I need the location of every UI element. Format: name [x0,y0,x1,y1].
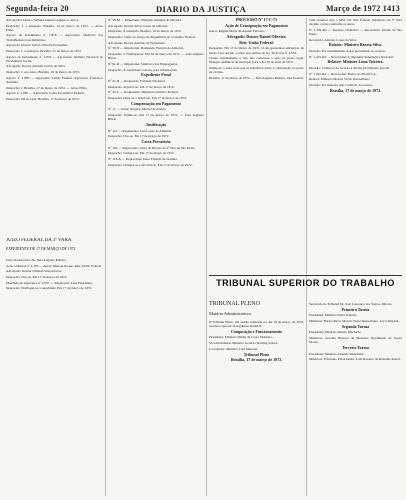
paragraph: Despacho: J. a autuação. Brasília, 15 de março de 1972. [6,48,82,53]
paragraph: Terceira Turma [342,344,369,350]
column-1 [6,18,103,236]
paragraph: Advogado: Doutor Silvio Cézar de Oliveira. [108,23,169,28]
column-divider [105,18,106,496]
paragraph: Presidente: Ministro Thélio da Costa Monteiro. [209,335,274,340]
paragraph: Despacho: J. a autuação. Brasília, 14 de março de 1972. — Alves Filho. [6,23,103,32]
header-rule [6,15,400,16]
paragraph: Intime-se o autor para que se manifeste sobre a contestação no prazo de 10 dias. [209,66,304,75]
paragraph: Brasília, 17 de março de 1972. [230,357,283,363]
paragraph: Presidente: Ministro Renato Machado. [309,330,362,335]
paragraph: Despacho: Cumpra-se e devolva-se. Em 17 de março de 1972. [108,162,193,167]
paragraph: Advogados: Doutor Samuel Antenor Aquino e outros. [6,18,79,22]
banner-rule [209,275,402,276]
paragraph: O Tribunal Pleno, em sessão realizada no dia 16 de março de 1972, resolveu aprovar as seguintes matérias: [209,320,304,329]
paragraph: Despacho: J. Brasília, 17 de março de 1972. — Alves Filho. [6,85,88,90]
paragraph: Despacho: À autoridade coatora, para informações. [108,67,178,72]
paragraph: Despacho: J. aos autos. Brasília, 16 de março de 1972. [6,70,80,75]
paragraph: Despacho: Cumpra-se. Em 17 de março de 1972. [108,151,175,156]
paragraph: Impetrado: Chefe do Grupo de Engenharia do Conselho Federal. [108,35,196,40]
column-1-continued [6,258,103,496]
paragraph: Recorrido: Antônio Lopes da Silva. [309,37,358,42]
paragraph: Despacho: Cite-se. Em 17 de março de 1972. [6,275,68,280]
column-3 [209,18,304,273]
paragraph: Secretaria do Tribunal Dr. José Lourenço dos Santos, Diretor. [309,302,393,306]
page-header [6,4,400,14]
paragraph: Agravo de instrumento nº 1.876 — Agravante: Sindicato dos Trabalhadores nas Indústrias. [6,33,103,42]
paragraph: Segunda Turma [341,323,370,329]
section-title-tribunal-pleno: TRIBUNAL PLENO [209,301,260,307]
paragraph: Agravo nº 1.880 — Agravante: União Federal. Agravado: Francisco Andrade. [6,75,103,84]
paragraph: Advogado: Doutor Orlando Vasconcelos. [6,269,62,274]
paragraph: Nº 1.522-Rd — Recorrente: Banco do Brasil S.A. [309,71,377,76]
paragraph: Tribunal Pleno [243,351,270,357]
paragraph: Citado regularmente o réu, não contestou a ação no prazo legal. Designo audiência de instrução para o dia 10 de abril de 1972. [209,56,304,65]
paragraph: Composição e Funcionamento [230,328,283,334]
paragraph: Nº 116-A — Deprecante: Juízo Federal de Goiânia. [108,157,178,161]
paragraph: Brasília, 17 de março de 1972. — Nilo Augusto Ribeiro, Juiz Federal. [209,75,304,80]
paragraph: Ministros: Geraldo Bezerra de Menezes, Raymundo de Souza Moura. [309,336,402,345]
paragraph: Nº 41-B — Requerido: Fazenda Nacional. [108,78,166,83]
column-3-continued [209,320,304,496]
paragraph: Primeira Turma [341,306,370,312]
paragraph: Nº 17 — Autor: Rogério Maciel de Araújo. [108,107,167,112]
column-4 [309,18,402,273]
paragraph: Despacho: Dê-se vista. Brasília, 17 de março de 1972. [6,96,80,101]
paragraph: Nº 45-C — Requerente: Ministério Público Federal. [108,90,179,95]
paragraph: Presidente: Ministro Arnaldo Süssekind. [309,351,364,356]
paragraph: Vice-Presidente: Ministro Geraldo Starling Soares. [209,341,279,346]
paragraph: Advogado: Doutor Antônio Carlos da Silva. [6,64,66,69]
paragraph: Mandado de segurança nº 2.055 — Impetrante: Luiz Fernandes. [6,280,93,285]
paragraph: Autor: Regina Maria de Aquino Ferreira. [209,29,265,34]
paragraph: Ministros: Fortunato Peres Júnior, Luiz Roberto de Rezende Puech. [309,357,401,362]
paragraph: Despacho: À autuação. Brasília, 16 de março de 1972. [108,29,182,34]
paragraph: Nº 58-M — Impetrante: Emigdio Antunes de Oliveira. [108,18,182,22]
paragraph: Ministros: Barata Silva, Mozart Victor Russomano, Ary Campista. [309,319,400,324]
paragraph: Justificação [145,121,167,127]
paragraph: Despacho: J. Notifique-se. Em 16 de março de 1972. — João Augusto Bittar. [108,52,204,61]
paragraph: Agravado: Doutor Sylvio Oliveira Fernandes. [6,43,69,48]
header-page-number: Março de 1972 1413 [325,4,400,13]
paragraph: Despacho: Cite-se. Em 17 de março de 1972. [108,134,170,139]
paragraph: Juiz em exercício: Dr. Nilo Augusto Ribeiro. [6,258,67,262]
paragraph: Despacho: Ouça-se o indiciado. Em 17 de março de 1972. [108,96,187,101]
paragraph: Despacho: Em 17 de março de 1972. O réu apresentou embargos, de modo a ser ouvido o autor, nos termos do art. 30 da Lei nº 1.533. [209,46,304,55]
paragraph: Brasília, 17 de março de 1972. [329,87,382,93]
paragraph: Nº 1.415-Rd — Recorrente: Companhia Siderúrgica Nacional. [309,54,394,59]
paragraph: Presidente: Ministro Lima Teixeira. [309,313,358,318]
paragraph: Carta Precatória [141,138,171,144]
paragraph: Nº 119 — Requerente: José Lopes de Almeida. [108,128,172,133]
paragraph: Decisão: Conhecer do recurso e dar-lhe provimento parcial. [309,66,390,70]
paragraph: Nº 61-D — Impetrante: Sindicato dos Empregados. [108,61,178,66]
paragraph: Ação de Consignação em Pagamento [225,22,288,28]
paragraph: Advogado: Doutor Daniel Oliveira. [226,34,287,40]
paragraph: Relator: Ministro Barata Silva. [328,42,383,48]
column-4-continued [309,302,402,496]
paragraph: Compensação em Pagamento [131,100,181,106]
paragraph: Nº 104 — Deprecante: Juízo de Direito da 2ª Vara de São Paulo. [108,145,196,150]
paragraph: Vale ressaltar que o MM. Dr. Juiz Federal Substituto da 3ª Vara decidiu o feito conforme os autos. [309,18,402,27]
paragraph: PROCESSO Nº 17-C-71 [235,18,278,22]
section-title-juizo: JUIZO FEDERAL DA 3ª VARA [6,238,72,243]
header-title: DIARIO DA JUSTIÇA [156,4,247,14]
paragraph: Nº 58-N — Impetrante: Raimundo Ferreira de Almeida. [108,46,184,51]
paragraph: Decisão: Por unanimidade, negar provimento ao recurso. [309,48,387,53]
section-subtitle-materia: Matéria Administrativa [209,311,251,316]
paragraph: Ação ordinária nº 4.103 — Autor: Manoel Roque. Réu: União Federal. [6,263,103,268]
column-divider [306,18,307,496]
paragraph: Réu: União Federal. [239,39,274,45]
paragraph: Advogado: Doutor Antônio de Figueiredo. [108,40,166,45]
column-2 [108,18,204,496]
paragraph: Relator: Ministro Lima Teixeira. [327,59,384,65]
paragraph: Corregedor: Ministro Luiz Menossi. [209,346,259,351]
paragraph: Nº 1.302-Rd — Recurso Ordinário — Recorrente: Estado de São Paulo. [309,27,402,36]
section-subtitle-expediente: EXPEDIENTE DE 17 DE MARÇO DE 1972 [6,247,76,251]
paragraph: Despacho: Intime-se. Em 17 de março de 1972. — João Augusto Bittar. [108,113,204,122]
paragraph: Relator: Ministro Mozart Victor Russomano. [309,77,370,82]
header-date: Segunda-feira 20 [6,4,69,13]
paragraph: Decisão: Por maioria, não conhecer do recurso. [309,83,374,88]
paragraph: Despacho: Arquive-se. Em 17 de março de 1972. [108,84,175,89]
paragraph: Agravo de instrumento nº 1.879 — Agravante: Instituto Nacional de Previdência Social. [6,54,103,63]
column-divider [206,18,207,496]
paragraph: Expediente Penal [141,72,171,78]
paragraph: Agravo nº 1.881 — Agravante: Caixa Econômica Federal. [6,91,85,96]
banner-tst-title: TRIBUNAL SUPERIOR DO TRABALHO [216,278,395,288]
paragraph: Despacho: Notifique-se a autoridade. Em 17 de março de 1972. [6,286,93,291]
